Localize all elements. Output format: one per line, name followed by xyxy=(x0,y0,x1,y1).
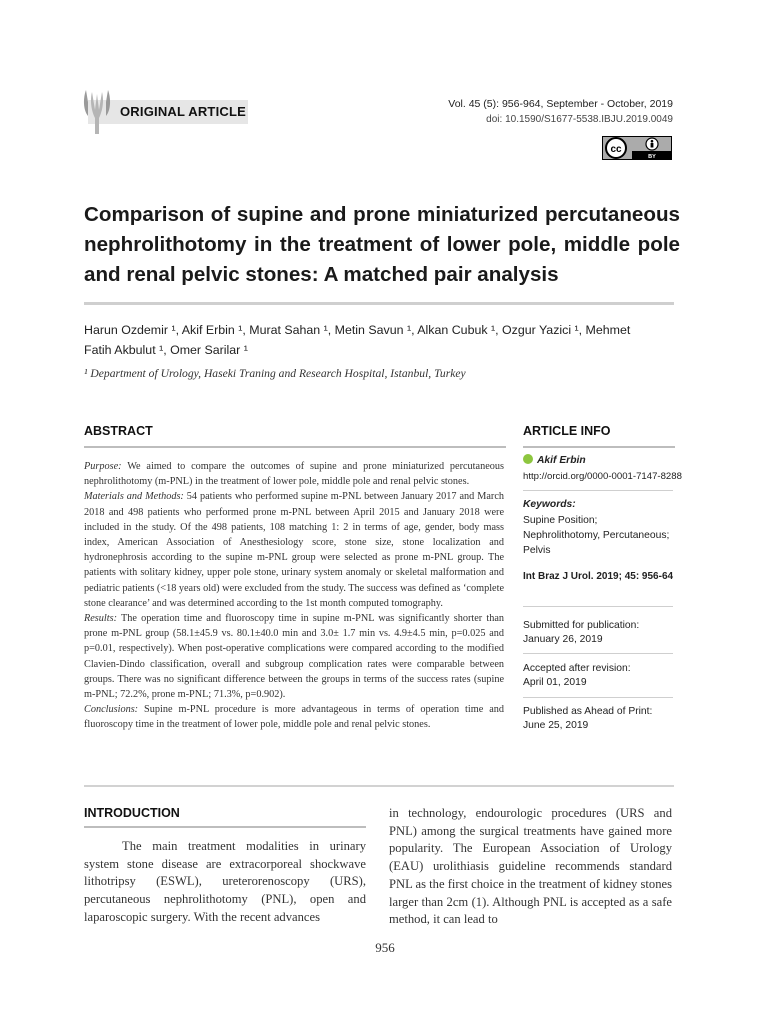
purpose-label: Purpose: xyxy=(84,461,122,472)
keyword-item: Pelvis xyxy=(523,545,551,556)
methods-text: 54 patients who performed supine m-PNL between January 2017 and March 2018 and 498 patients who performed prone m-PNL between April 2015 and January 2018 were included in the study. Of the 498 patients, 108 matching 1: 2 in terms of age, gender, body mass index, American Association of Anesthesiology score, stone size, stone localization and hydronephrosis according to the supine m-PNL group were selected as prone m-PNL group. The patients with solitary kidney, upper pole stone, urinary system anomaly or skeletal malformation and pediatric patients (<18 years old) were excluded from the study. The success was defined as ‘complete stone clearance’ and was determined according to the 1st month computed tomography. xyxy=(84,491,504,609)
introduction-heading: INTRODUCTION xyxy=(84,806,180,820)
published-label: Published as Ahead of Print: xyxy=(523,706,653,717)
orcid-author[interactable] xyxy=(523,454,586,468)
journal-logo-icon xyxy=(82,88,114,136)
purpose-text: We aimed to compare the outcomes of supine and prone miniaturized percutaneous nephrolithotomy (m-PNL) in the treatment of lower pole, middle pole and renal pelvic stones. xyxy=(84,461,504,488)
info-divider xyxy=(523,606,673,607)
abstract-methods xyxy=(84,489,504,611)
cc-badge-sub: BY xyxy=(648,154,656,160)
submitted-label: Submitted for publication: xyxy=(523,620,640,631)
section-divider xyxy=(84,785,674,787)
methods-label: Materials and Methods: xyxy=(84,491,184,503)
orcid-name: Akif Erbin xyxy=(537,455,586,466)
citation: Int Braz J Urol. 2019; 45: 956-64 xyxy=(523,571,674,582)
published-date: June 25, 2019 xyxy=(523,720,589,731)
accepted-label: Accepted after revision: xyxy=(523,663,631,674)
article-info-heading-rule xyxy=(523,446,675,448)
cc-by-license-icon[interactable] xyxy=(602,136,672,160)
abstract-heading-rule xyxy=(84,446,506,448)
volume-info: Vol. 45 (5): 956-964, September - October, 2019 xyxy=(448,98,673,110)
keyword-item: Supine Position; xyxy=(523,515,598,526)
article-type-label: ORIGINAL ARTICLE xyxy=(120,104,246,119)
published-block xyxy=(523,705,652,733)
author-line-2: Fatih Akbulut ¹, Omer Sarilar ¹ xyxy=(84,343,248,357)
introduction-column-1 xyxy=(84,838,366,927)
results-label: Results: xyxy=(84,613,118,625)
info-divider xyxy=(523,490,673,491)
author-line-1: Harun Ozdemir ¹, Akif Erbin ¹, Murat Sahan ¹, Metin Savun ¹, Alkan Cubuk ¹, Ozgur Yazici ¹, Mehmet xyxy=(84,323,631,337)
keywords-list xyxy=(523,513,669,558)
orcid-url[interactable]: http://orcid.org/0000-0001-7147-8288 xyxy=(523,471,682,482)
title-divider xyxy=(84,302,674,305)
accepted-block xyxy=(523,662,631,690)
keywords-label: Keywords: xyxy=(523,499,576,510)
introduction-paragraph: The main treatment modalities in urinary system stone disease are extracorporeal shockwave lithotripsy (ESWL), ureterorenoscopy (URS), percutaneous nephrolithotomy (PNL), open and laparoscopic surgery. With the recent advances xyxy=(84,839,366,924)
submitted-date: January 26, 2019 xyxy=(523,634,603,645)
introduction-paragraph: in technology, endourologic procedures (URS and PNL) among the surgical treatments have gained more popularity. The European Association of Urology (EAU) urolithiasis guideline recommends standard PNL as the first choice in the treatment of kidney stones larger than 2cm (1). Although PNL is accepted as a safe method, it can lead to xyxy=(389,806,672,927)
article-title: Comparison of supine and prone miniaturized percutaneous nephrolithotomy in the treatment of lower pole, middle pole and renal pelvic stones: A matched pair analysis xyxy=(84,203,680,286)
cc-badge-text: cc xyxy=(610,144,622,155)
abstract-purpose xyxy=(84,459,504,489)
info-divider xyxy=(523,697,673,698)
page-number: 956 xyxy=(375,940,395,955)
introduction-heading-rule xyxy=(84,826,366,828)
accepted-date: April 01, 2019 xyxy=(523,677,587,688)
article-info-heading: ARTICLE INFO xyxy=(523,424,611,438)
conclusions-label: Conclusions: xyxy=(84,704,139,716)
doi-link[interactable]: doi: 10.1590/S1677-5538.IBJU.2019.0049 xyxy=(486,114,673,125)
keyword-item: Nephrolithotomy, Percutaneous; xyxy=(523,530,670,541)
introduction-column-2 xyxy=(389,805,672,929)
submitted-block xyxy=(523,619,639,647)
abstract-heading: ABSTRACT xyxy=(84,424,153,438)
results-text: The operation time and fluoroscopy time in supine m-PNL was significantly shorter than prone m-PNL group (58.1±45.9 vs. 80.1±40.0 min and 3.0± 1.7 min vs. 4.9±4.5 min, p=0.025 and p=0.01, respectively). When post-operative complications were compared according to the modified Clavien-Dindo classification, overall and subgroup complication rates were comparable between groups. There was no significant difference between the groups in terms of the success rates (supine m-PNL; 72.2%, prone m-PNL; 71.3%, p=0.902). xyxy=(84,613,504,701)
abstract-results xyxy=(84,611,504,702)
author-list xyxy=(84,320,676,360)
info-divider xyxy=(523,653,673,654)
abstract-conclusions xyxy=(84,702,504,732)
abstract-body xyxy=(84,459,504,733)
affiliation: ¹ Department of Urology, Haseki Traning and Research Hospital, Istanbul, Turkey xyxy=(84,367,466,380)
orcid-icon xyxy=(523,454,533,464)
conclusions-text: Supine m-PNL procedure is more advantageous in terms of operation time and fluoroscopy time in the treatment of lower pole, middle pole and renal pelvic stones. xyxy=(84,704,504,731)
